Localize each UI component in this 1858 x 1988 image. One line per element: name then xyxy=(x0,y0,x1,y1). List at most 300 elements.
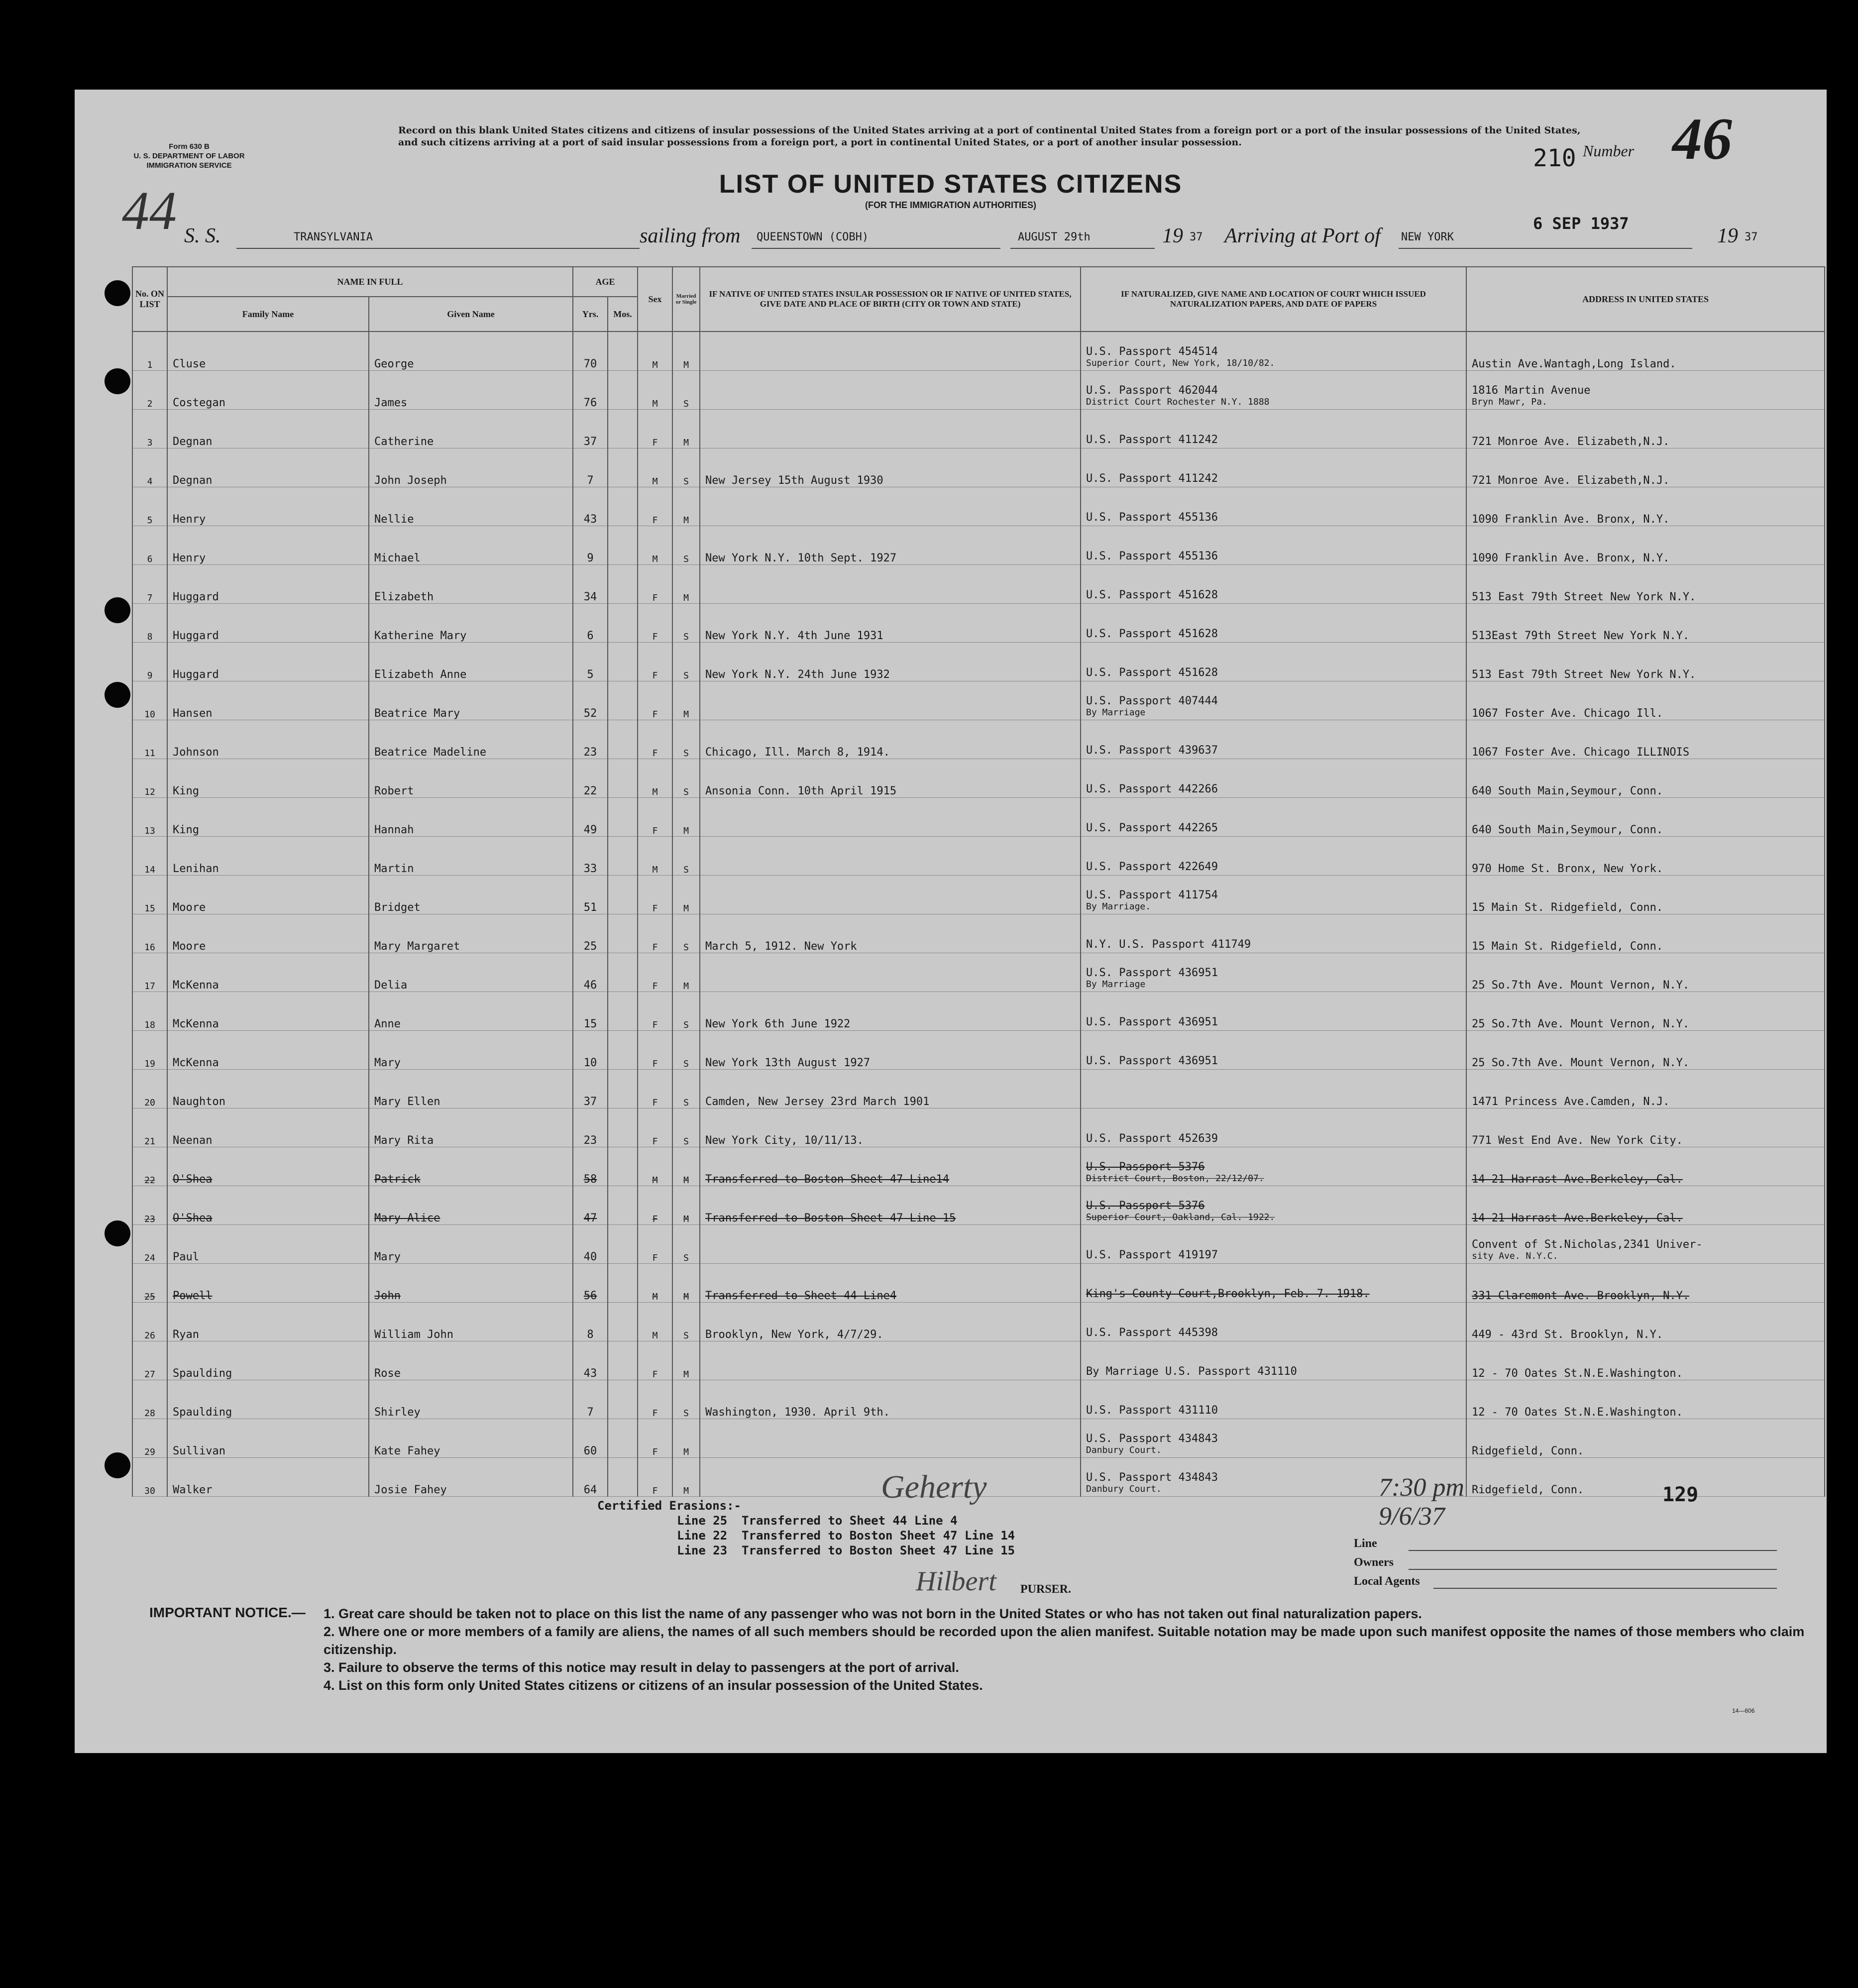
passenger-rows xyxy=(132,331,1825,1497)
table-row xyxy=(132,914,1825,953)
binder-hole xyxy=(105,682,130,708)
married-single-cell: M xyxy=(672,410,700,448)
page-title: LIST OF UNITED STATES CITIZENS xyxy=(719,170,1183,199)
table-row xyxy=(132,565,1825,604)
col-no: No. ON LIST xyxy=(132,267,167,331)
purser-label: PURSER. xyxy=(1020,1583,1072,1596)
married-single-cell: M xyxy=(672,798,700,837)
sex-cell: F xyxy=(638,410,672,448)
col-family-name: Family Name xyxy=(167,297,369,331)
row-number: 22 xyxy=(132,1147,167,1186)
row-number: 11 xyxy=(132,720,167,759)
sex-cell: M xyxy=(638,448,672,487)
binder-hole xyxy=(105,597,130,623)
row-number: 6 xyxy=(132,526,167,565)
row-number: 1 xyxy=(132,331,167,371)
ship-name-line xyxy=(236,248,640,249)
given-name-cell: Hannah xyxy=(369,798,573,837)
age-years-cell: 8 xyxy=(573,1303,608,1341)
row-number: 12 xyxy=(132,759,167,798)
age-years-cell: 43 xyxy=(573,1341,608,1380)
arrival-port-line xyxy=(1399,248,1692,249)
binder-hole xyxy=(105,1220,130,1246)
owners-field: Owners xyxy=(1354,1556,1394,1569)
naturalization-cell: U.S. Passport 439637 xyxy=(1081,720,1466,759)
page-subtitle: (FOR THE IMMIGRATION AUTHORITIES) xyxy=(865,200,1036,210)
line-field: Line xyxy=(1354,1537,1377,1550)
age-years-cell: 6 xyxy=(573,604,608,643)
given-name-cell: Rose xyxy=(369,1341,573,1380)
age-years-cell: 37 xyxy=(573,1070,608,1108)
birth-cell: Transferred to Boston Sheet 47 Line 15 xyxy=(700,1186,1081,1225)
sailing-year: 37 xyxy=(1190,231,1203,243)
table-row xyxy=(132,1031,1825,1070)
table-row xyxy=(132,876,1825,914)
row-number: 15 xyxy=(132,876,167,914)
naturalization-cell: U.S. Passport 451628 xyxy=(1081,565,1466,604)
table-row xyxy=(132,681,1825,720)
row-number: 26 xyxy=(132,1303,167,1341)
naturalization-cell: U.S. Passport 407444 By Marriage xyxy=(1081,681,1466,720)
given-name-cell: Beatrice Madeline xyxy=(369,720,573,759)
married-single-cell: S xyxy=(672,759,700,798)
given-name-cell: Anne xyxy=(369,992,573,1031)
row-number: 17 xyxy=(132,953,167,992)
family-name-cell: Cluse xyxy=(167,331,369,371)
naturalization-cell: U.S. Passport 422649 xyxy=(1081,837,1466,876)
table-row xyxy=(132,837,1825,876)
birth-cell: New York City, 10/11/13. xyxy=(700,1108,1081,1147)
address-cell: Ridgefield, Conn. xyxy=(1466,1419,1825,1458)
birth-cell: New York N.Y. 4th June 1931 xyxy=(700,604,1081,643)
age-months-cell xyxy=(608,643,638,681)
given-name-cell: Josie Fahey xyxy=(369,1458,573,1497)
table-row xyxy=(132,992,1825,1031)
family-name-cell: Henry xyxy=(167,487,369,526)
address-cell: 1067 Foster Ave. Chicago Ill. xyxy=(1466,681,1825,720)
birth-cell xyxy=(700,1341,1081,1380)
married-single-cell: S xyxy=(672,1108,700,1147)
family-name-cell: King xyxy=(167,798,369,837)
age-years-cell: 5 xyxy=(573,643,608,681)
sex-cell: F xyxy=(638,914,672,953)
age-months-cell xyxy=(608,487,638,526)
sex-cell: F xyxy=(638,798,672,837)
family-name-cell: Johnson xyxy=(167,720,369,759)
given-name-cell: Nellie xyxy=(369,487,573,526)
sheet-count: 129 xyxy=(1662,1483,1699,1506)
address-cell: 513 East 79th Street New York N.Y. xyxy=(1466,565,1825,604)
age-months-cell xyxy=(608,1458,638,1497)
intro-instructions: Record on this blank United States citizens and citizens of insular possessions of the United States arriving at a port of continental United States from a foreign port or a port of the insular possessions of the United States, and such citizens arriving at a port of said insular possessions from a foreign port, a port in continental United States, or a port of another insular possession. xyxy=(398,125,1581,148)
table-row xyxy=(132,410,1825,448)
list-number: 46 xyxy=(1672,106,1732,172)
age-months-cell xyxy=(608,837,638,876)
binder-hole xyxy=(105,368,130,394)
naturalization-cell: U.S. Passport 431110 xyxy=(1081,1380,1466,1419)
address-cell: 25 So.7th Ave. Mount Vernon, N.Y. xyxy=(1466,953,1825,992)
family-name-cell: Walker xyxy=(167,1458,369,1497)
address-cell: 15 Main St. Ridgefield, Conn. xyxy=(1466,914,1825,953)
age-months-cell xyxy=(608,876,638,914)
sex-cell: F xyxy=(638,953,672,992)
given-name-cell: Mary Rita xyxy=(369,1108,573,1147)
age-years-cell: 23 xyxy=(573,1108,608,1147)
table-row xyxy=(132,953,1825,992)
age-years-cell: 64 xyxy=(573,1458,608,1497)
age-months-cell xyxy=(608,410,638,448)
birth-cell: New York 13th August 1927 xyxy=(700,1031,1081,1070)
family-name-cell: Huggard xyxy=(167,643,369,681)
row-number: 4 xyxy=(132,448,167,487)
naturalization-cell xyxy=(1081,1070,1466,1108)
table-row xyxy=(132,1070,1825,1108)
row-number: 24 xyxy=(132,1225,167,1264)
naturalization-cell: U.S. Passport 411754 By Marriage. xyxy=(1081,876,1466,914)
naturalization-cell: U.S. Passport 462044 District Court Rochester N.Y. 1888 xyxy=(1081,371,1466,410)
married-single-cell: S xyxy=(672,1031,700,1070)
birth-cell: New York N.Y. 24th June 1932 xyxy=(700,643,1081,681)
notice-heading: IMPORTANT NOTICE.— xyxy=(149,1605,306,1620)
certifying-signature: Geherty xyxy=(881,1469,987,1505)
address-cell: 513East 79th Street New York N.Y. xyxy=(1466,604,1825,643)
printer-code: 14—606 xyxy=(1732,1707,1755,1714)
sex-cell: M xyxy=(638,1147,672,1186)
age-years-cell: 76 xyxy=(573,371,608,410)
age-years-cell: 47 xyxy=(573,1186,608,1225)
row-number: 3 xyxy=(132,410,167,448)
family-name-cell: Degnan xyxy=(167,410,369,448)
sex-cell: F xyxy=(638,1380,672,1419)
given-name-cell: Beatrice Mary xyxy=(369,681,573,720)
sex-cell: F xyxy=(638,1458,672,1497)
sex-cell: M xyxy=(638,837,672,876)
row-number: 2 xyxy=(132,371,167,410)
age-months-cell xyxy=(608,759,638,798)
address-cell: 513 East 79th Street New York N.Y. xyxy=(1466,643,1825,681)
given-name-cell: Martin xyxy=(369,837,573,876)
address-cell: 15 Main St. Ridgefield, Conn. xyxy=(1466,876,1825,914)
sex-cell: F xyxy=(638,681,672,720)
family-name-cell: McKenna xyxy=(167,953,369,992)
married-single-cell: S xyxy=(672,1070,700,1108)
table-row xyxy=(132,604,1825,643)
given-name-cell: Elizabeth xyxy=(369,565,573,604)
birth-cell: Washington, 1930. April 9th. xyxy=(700,1380,1081,1419)
sex-cell: M xyxy=(638,331,672,371)
given-name-cell: Patrick xyxy=(369,1147,573,1186)
naturalization-cell: N.Y. U.S. Passport 411749 xyxy=(1081,914,1466,953)
age-months-cell xyxy=(608,526,638,565)
birth-cell: New York 6th June 1922 xyxy=(700,992,1081,1031)
naturalization-cell: U.S. Passport 451628 xyxy=(1081,643,1466,681)
handwritten-time-date: 7:30 pm 9/6/37 xyxy=(1379,1473,1464,1531)
col-yrs: Yrs. xyxy=(573,297,608,331)
table-row xyxy=(132,1303,1825,1341)
col-age-group: AGE xyxy=(573,267,638,297)
sex-cell: F xyxy=(638,643,672,681)
sex-cell: M xyxy=(638,526,672,565)
address-cell: 1067 Foster Ave. Chicago ILLINOIS xyxy=(1466,720,1825,759)
given-name-cell: Mary Margaret xyxy=(369,914,573,953)
row-number: 27 xyxy=(132,1341,167,1380)
family-name-cell: Spaulding xyxy=(167,1380,369,1419)
age-years-cell: 7 xyxy=(573,1380,608,1419)
passenger-table xyxy=(132,266,1825,1497)
table-row xyxy=(132,1380,1825,1419)
row-number: 13 xyxy=(132,798,167,837)
naturalization-cell: By Marriage U.S. Passport 431110 xyxy=(1081,1341,1466,1380)
row-number: 30 xyxy=(132,1458,167,1497)
table-row xyxy=(132,448,1825,487)
family-name-cell: O'Shea xyxy=(167,1186,369,1225)
number-prefix: 210 xyxy=(1533,144,1576,172)
naturalization-cell: U.S. Passport 454514 Superior Court, New York, 18/10/82. xyxy=(1081,331,1466,371)
sex-cell: F xyxy=(638,1419,672,1458)
given-name-cell: Elizabeth Anne xyxy=(369,643,573,681)
address-cell: 449 - 43rd St. Brooklyn, N.Y. xyxy=(1466,1303,1825,1341)
address-cell: 640 South Main,Seymour, Conn. xyxy=(1466,798,1825,837)
age-years-cell: 60 xyxy=(573,1419,608,1458)
given-name-cell: John Joseph xyxy=(369,448,573,487)
married-single-cell: S xyxy=(672,837,700,876)
year-prefix: 19 xyxy=(1162,224,1183,247)
age-months-cell xyxy=(608,604,638,643)
arrival-date-stamp: 6 SEP 1937 xyxy=(1533,214,1629,233)
birth-cell: Ansonia Conn. 10th April 1915 xyxy=(700,759,1081,798)
sex-cell: F xyxy=(638,720,672,759)
age-months-cell xyxy=(608,1303,638,1341)
sex-cell: F xyxy=(638,1341,672,1380)
married-single-cell: S xyxy=(672,914,700,953)
address-cell: 640 South Main,Seymour, Conn. xyxy=(1466,759,1825,798)
birth-cell xyxy=(700,837,1081,876)
col-married-single: Married or Single xyxy=(672,267,700,331)
table-row xyxy=(132,1186,1825,1225)
sex-cell: M xyxy=(638,1303,672,1341)
number-label: Number xyxy=(1583,142,1635,160)
table-row xyxy=(132,371,1825,410)
table-row xyxy=(132,1225,1825,1264)
year-prefix-2: 19 xyxy=(1717,224,1738,247)
given-name-cell: Delia xyxy=(369,953,573,992)
table-row xyxy=(132,1264,1825,1303)
given-name-cell: Mary Alice xyxy=(369,1186,573,1225)
married-single-cell: S xyxy=(672,604,700,643)
row-number: 8 xyxy=(132,604,167,643)
birth-cell xyxy=(700,1419,1081,1458)
sex-cell: F xyxy=(638,1031,672,1070)
birth-cell xyxy=(700,331,1081,371)
family-name-cell: Huggard xyxy=(167,604,369,643)
birth-cell: New Jersey 15th August 1930 xyxy=(700,448,1081,487)
birth-cell: Transferred to Boston Sheet 47 Line14 xyxy=(700,1147,1081,1186)
table-row xyxy=(132,798,1825,837)
table-row xyxy=(132,331,1825,371)
row-number: 14 xyxy=(132,837,167,876)
certified-erasions: Certified Erasions:- Line 25 Transferred to Sheet 44 Line 4 Line 22 Transferred to Boston Sheet 47 Line 14 Line 23 Transferred to Boston Sheet 47 Line 15 xyxy=(597,1499,1015,1557)
naturalization-cell: King's County Court,Brooklyn, Feb. 7. 1918. xyxy=(1081,1264,1466,1303)
naturalization-cell: U.S. Passport 455136 xyxy=(1081,487,1466,526)
naturalization-cell: U.S. Passport 411242 xyxy=(1081,410,1466,448)
address-cell: 721 Monroe Ave. Elizabeth,N.J. xyxy=(1466,410,1825,448)
age-years-cell: 70 xyxy=(573,331,608,371)
address-cell: 1471 Princess Ave.Camden, N.J. xyxy=(1466,1070,1825,1108)
naturalization-cell: U.S. Passport 434843 Danbury Court. xyxy=(1081,1419,1466,1458)
arrival-year: 37 xyxy=(1745,231,1758,243)
table-row xyxy=(132,643,1825,681)
binder-hole xyxy=(105,1452,130,1478)
birth-cell xyxy=(700,371,1081,410)
married-single-cell: M xyxy=(672,953,700,992)
married-single-cell: M xyxy=(672,1147,700,1186)
given-name-cell: Shirley xyxy=(369,1380,573,1419)
address-cell: 331 Claremont Ave. Brooklyn, N.Y. xyxy=(1466,1264,1825,1303)
col-sex: Sex xyxy=(638,267,672,331)
family-name-cell: Spaulding xyxy=(167,1341,369,1380)
important-notice: 1. Great care should be taken not to place on this list the name of any passenger who was not born in the United States or who has not taken out final naturalization papers. 2. Where one or more members of a family are aliens, the names of all such members should be recorded upon the alien manifest. Suitable notation may be made upon such manifest opposite the names of those members who claim citizenship. 3. Failure to observe the terms of this notice may result in delay to passengers at the port of arrival. 4. List on this form only United States citizens or citizens of an insular possession of the United States. xyxy=(324,1606,1805,1693)
row-number: 21 xyxy=(132,1108,167,1147)
birth-cell xyxy=(700,1225,1081,1264)
address-cell: 12 - 70 Oates St.N.E.Washington. xyxy=(1466,1380,1825,1419)
row-number: 28 xyxy=(132,1380,167,1419)
row-number: 16 xyxy=(132,914,167,953)
birth-cell xyxy=(700,798,1081,837)
married-single-cell: S xyxy=(672,371,700,410)
age-months-cell xyxy=(608,1264,638,1303)
family-name-cell: Powell xyxy=(167,1264,369,1303)
sex-cell: F xyxy=(638,1108,672,1147)
family-name-cell: Moore xyxy=(167,876,369,914)
given-name-cell: Michael xyxy=(369,526,573,565)
age-months-cell xyxy=(608,681,638,720)
sex-cell: M xyxy=(638,759,672,798)
naturalization-cell: U.S. Passport 442266 xyxy=(1081,759,1466,798)
age-months-cell xyxy=(608,1419,638,1458)
sex-cell: F xyxy=(638,1186,672,1225)
birth-cell: March 5, 1912. New York xyxy=(700,914,1081,953)
naturalization-cell: U.S. Passport 445398 xyxy=(1081,1303,1466,1341)
sex-cell: M xyxy=(638,371,672,410)
col-birth: IF NATIVE OF UNITED STATES INSULAR POSSESSION OR IF NATIVE OF UNITED STATES, GIVE DATE AND PLACE OF BIRTH (CITY OR TOWN AND STATE) xyxy=(700,267,1081,331)
birth-cell: Transferred to Sheet 44 Line4 xyxy=(700,1264,1081,1303)
family-name-cell: Naughton xyxy=(167,1070,369,1108)
table-row xyxy=(132,526,1825,565)
address-cell: 1816 Martin Avenue Bryn Mawr, Pa. xyxy=(1466,371,1825,410)
naturalization-cell: U.S. Passport 436951 xyxy=(1081,992,1466,1031)
age-months-cell xyxy=(608,1186,638,1225)
family-name-cell: Ryan xyxy=(167,1303,369,1341)
family-name-cell: Moore xyxy=(167,914,369,953)
age-months-cell xyxy=(608,720,638,759)
age-years-cell: 49 xyxy=(573,798,608,837)
naturalization-cell: U.S. Passport 419197 xyxy=(1081,1225,1466,1264)
col-name-group: NAME IN FULL xyxy=(167,267,573,297)
married-single-cell: S xyxy=(672,992,700,1031)
sailing-date-line xyxy=(1010,248,1155,249)
married-single-cell: M xyxy=(672,681,700,720)
given-name-cell: Kate Fahey xyxy=(369,1419,573,1458)
birth-cell xyxy=(700,487,1081,526)
ship-prefix: S. S. xyxy=(184,224,221,247)
table-row xyxy=(132,1108,1825,1147)
handwritten-mark: 44 xyxy=(122,180,177,241)
married-single-cell: M xyxy=(672,1341,700,1380)
married-single-cell: M xyxy=(672,1419,700,1458)
sailing-date: AUGUST 29th xyxy=(1018,231,1091,243)
sailing-label: sailing from xyxy=(640,224,741,247)
age-months-cell xyxy=(608,331,638,371)
row-number: 20 xyxy=(132,1070,167,1108)
family-name-cell: McKenna xyxy=(167,992,369,1031)
family-name-cell: King xyxy=(167,759,369,798)
age-years-cell: 25 xyxy=(573,914,608,953)
row-number: 5 xyxy=(132,487,167,526)
given-name-cell: James xyxy=(369,371,573,410)
given-name-cell: John xyxy=(369,1264,573,1303)
married-single-cell: S xyxy=(672,643,700,681)
naturalization-cell: U.S. Passport 5376 Superior Court, Oakland, Cal. 1922. xyxy=(1081,1186,1466,1225)
sex-cell: F xyxy=(638,487,672,526)
address-cell: 721 Monroe Ave. Elizabeth,N.J. xyxy=(1466,448,1825,487)
sex-cell: F xyxy=(638,1225,672,1264)
sex-cell: F xyxy=(638,565,672,604)
sex-cell: F xyxy=(638,992,672,1031)
row-number: 10 xyxy=(132,681,167,720)
given-name-cell: Bridget xyxy=(369,876,573,914)
family-name-cell: Paul xyxy=(167,1225,369,1264)
col-naturalized: IF NATURALIZED, GIVE NAME AND LOCATION OF COURT WHICH ISSUED NATURALIZATION PAPERS, AND DATE OF PAPERS xyxy=(1081,267,1466,331)
given-name-cell: Katherine Mary xyxy=(369,604,573,643)
family-name-cell: Degnan xyxy=(167,448,369,487)
address-cell: 25 So.7th Ave. Mount Vernon, N.Y. xyxy=(1466,992,1825,1031)
age-months-cell xyxy=(608,1341,638,1380)
address-cell: 25 So.7th Ave. Mount Vernon, N.Y. xyxy=(1466,1031,1825,1070)
married-single-cell: S xyxy=(672,1225,700,1264)
age-months-cell xyxy=(608,1070,638,1108)
family-name-cell: Hansen xyxy=(167,681,369,720)
age-years-cell: 10 xyxy=(573,1031,608,1070)
given-name-cell: Mary Ellen xyxy=(369,1070,573,1108)
age-months-cell xyxy=(608,1031,638,1070)
address-cell: 12 - 70 Oates St.N.E.Washington. xyxy=(1466,1341,1825,1380)
married-single-cell: S xyxy=(672,720,700,759)
naturalization-cell: U.S. Passport 434843 Danbury Court. xyxy=(1081,1458,1466,1497)
row-number: 23 xyxy=(132,1186,167,1225)
age-years-cell: 43 xyxy=(573,487,608,526)
birth-cell xyxy=(700,953,1081,992)
married-single-cell: S xyxy=(672,448,700,487)
address-cell: Austin Ave.Wantagh,Long Island. xyxy=(1466,331,1825,371)
naturalization-cell: U.S. Passport 436951 By Marriage xyxy=(1081,953,1466,992)
naturalization-cell: U.S. Passport 452639 xyxy=(1081,1108,1466,1147)
married-single-cell: M xyxy=(672,1264,700,1303)
arrival-port: NEW YORK xyxy=(1401,231,1454,243)
married-single-cell: M xyxy=(672,1186,700,1225)
given-name-cell: William John xyxy=(369,1303,573,1341)
age-years-cell: 40 xyxy=(573,1225,608,1264)
local-agents-field: Local Agents xyxy=(1354,1575,1420,1588)
given-name-cell: George xyxy=(369,331,573,371)
age-months-cell xyxy=(608,798,638,837)
age-years-cell: 22 xyxy=(573,759,608,798)
naturalization-cell: U.S. Passport 455136 xyxy=(1081,526,1466,565)
sex-cell: F xyxy=(638,876,672,914)
address-cell: Ridgefield, Conn. xyxy=(1466,1458,1825,1497)
age-years-cell: 52 xyxy=(573,681,608,720)
married-single-cell: S xyxy=(672,526,700,565)
married-single-cell: M xyxy=(672,565,700,604)
